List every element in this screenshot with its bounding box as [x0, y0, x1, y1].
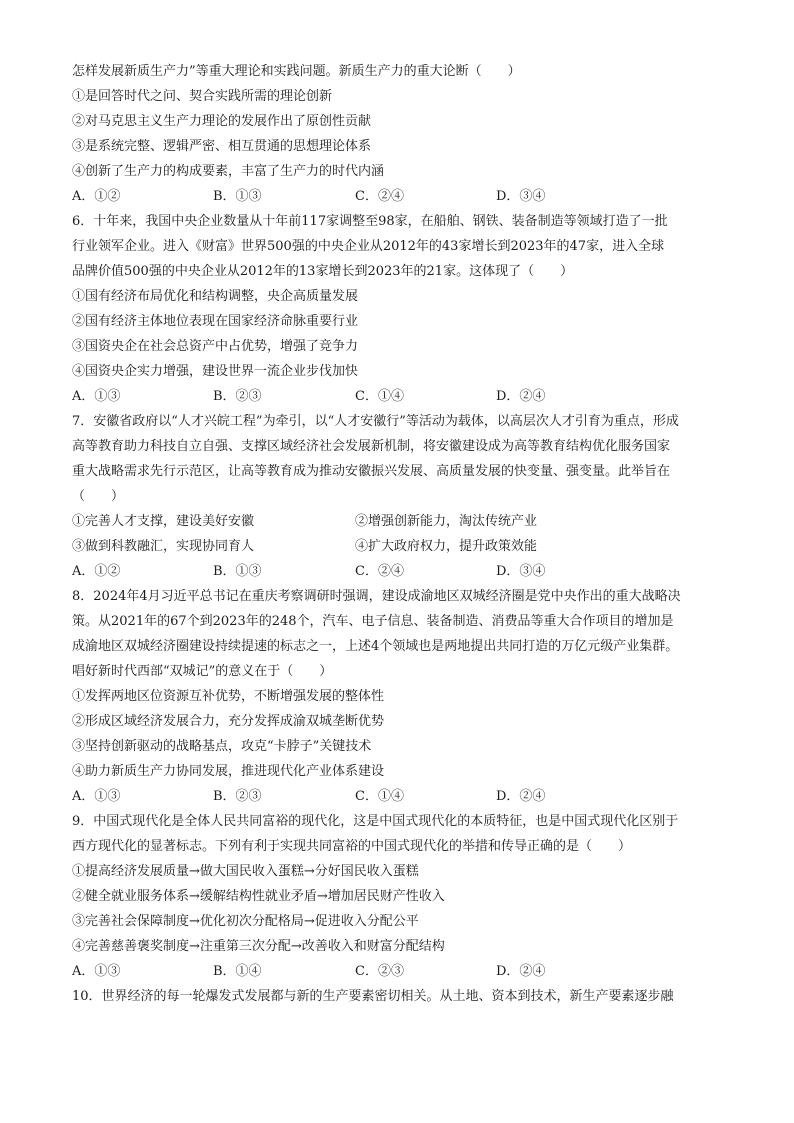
q6-option-c: C．①④ — [355, 389, 404, 404]
q6-item: ①国有经济布局优化和结构调整，央企高质量发展 — [72, 289, 359, 304]
q7-option-c: C．②④ — [355, 564, 404, 579]
q7-stem-line: 高等教育助力科技自立自强、支撑区域经济社会发展新机制，将安徽建设成为高等教育结构优化服务国家 — [72, 439, 671, 454]
q5-item: ①是回答时代之问、契合实践所需的理论创新 — [72, 89, 333, 104]
q7-item: ③做到科教融汇，实现协同育人 — [72, 539, 255, 554]
q9-item: ②健全就业服务体系→缓解结构性就业矛盾→增加居民财产性收入 — [72, 889, 445, 904]
q5-option-b: B．①③ — [213, 189, 262, 204]
q6-option-a: A．①③ — [72, 389, 121, 404]
q7-option-d: D．③④ — [496, 564, 546, 579]
q9-item: ③完善社会保障制度→优化初次分配格局→促进收入分配公平 — [72, 914, 419, 929]
q8-stem-line: 8．2024年4月习近平总书记在重庆考察调研时强调，建设成渝地区双城经济圈是党中央作出的重大战略决 — [72, 589, 681, 604]
q6-option-b: B．②③ — [213, 389, 262, 404]
q9-option-d: D．②④ — [496, 964, 546, 979]
q8-option-d: D．②④ — [496, 789, 546, 804]
q9-option-b: B．①④ — [213, 964, 262, 979]
q10-stem-line: 10．世界经济的每一轮爆发式发展都与新的生产要素密切相关。从土地、资本到技术，新生产要素逐步融 — [72, 989, 674, 1004]
q6-item: ②国有经济主体地位表现在国家经济命脉重要行业 — [72, 314, 359, 329]
q5-item: ③是系统完整、逻辑严密、相互贯通的思想理论体系 — [72, 139, 372, 154]
q9-stem-line: 9．中国式现代化是全体人民共同富裕的现代化，这是中国式现代化的本质特征，也是中国式现代化区别于 — [72, 814, 679, 829]
q8-stem-line: 唱好新时代西部“双城记”的意义在于（ ） — [72, 664, 333, 679]
q7-item: ①完善人才支撑，建设美好安徽 — [72, 514, 255, 529]
q6-stem-line: 品牌价值500强的中央企业从2012年的13家增长到2023年的21家。这体现了（ ） — [72, 264, 574, 279]
q6-item: ③国资央企在社会总资产中占优势，增强了竞争力 — [72, 339, 359, 354]
q5-option-c: C．②④ — [355, 189, 404, 204]
q7-option-b: B．①③ — [213, 564, 262, 579]
q6-stem-line: 行业领军企业。进入《财富》世界500强的中央企业从2012年的43家增长到2023年的47家，进入全球 — [72, 239, 665, 254]
q8-option-c: C．①④ — [355, 789, 404, 804]
q9-item: ④完善慈善褒奖制度→注重第三次分配→改善收入和财富分配结构 — [72, 939, 445, 954]
q7-stem-line: （ ） — [72, 489, 125, 504]
q8-stem-line: 成渝地区双城经济圈建设持续提速的标志之一，上述4个领域也是两地提出共同打造的万亿元级产业集群。 — [72, 639, 679, 654]
q5-option-d: D．③④ — [496, 189, 546, 204]
q9-item: ①提高经济发展质量→做大国民收入蛋糕→分好国民收入蛋糕 — [72, 864, 419, 879]
q9-option-c: C．②③ — [355, 964, 404, 979]
q6-stem-line: 6．十年来，我国中央企业数量从十年前117家调整至98家，在船舶、钢铁、装备制造等领域打造了一批 — [72, 214, 668, 229]
q8-option-b: B．②③ — [213, 789, 262, 804]
q9-option-a: A．①③ — [72, 964, 121, 979]
q5-stem-line: 怎样发展新质生产力”等重大理论和实践问题。新质生产力的重大论断（ ） — [72, 64, 521, 79]
q8-stem-line: 策。从2021年的67个到2023年的248个，汽车、电子信息、装备制造、消费品等重大合作项目的增加是 — [72, 614, 674, 629]
q9-stem-line: 西方现代化的显著标志。下列有利于实现共同富裕的中国式现代化的举措和传导正确的是（ ） — [72, 839, 632, 854]
q6-item: ④国资央企实力增强，建设世界一流企业步伐加快 — [72, 364, 359, 379]
q7-option-a: A．①② — [72, 564, 121, 579]
q8-option-a: A．①③ — [72, 789, 121, 804]
q8-item: ②形成区域经济发展合力，充分发挥成渝双城垄断优势 — [72, 714, 385, 729]
q5-item: ④创新了生产力的构成要素，丰富了生产力的时代内涵 — [72, 164, 385, 179]
q7-stem-line: 7．安徽省政府以“人才兴皖工程”为牵引，以“人才安徽行”等活动为载体，以高层次人才引育为重点，形成 — [72, 414, 679, 429]
q7-item: ④扩大政府权力，提升政策效能 — [355, 539, 538, 554]
q6-option-d: D．②④ — [496, 389, 546, 404]
q5-option-a: A．①② — [72, 189, 121, 204]
q5-item: ②对马克思主义生产力理论的发展作出了原创性贡献 — [72, 114, 372, 129]
q8-item: ③坚持创新驱动的战略基点，攻克“卡脖子”关键技术 — [72, 739, 372, 754]
q8-item: ①发挥两地区位资源互补优势，不断增强发展的整体性 — [72, 689, 385, 704]
q7-stem-line: 重大战略需求先行示范区，让高等教育成为推动安徽振兴发展、高质量发展的快变量、强变量。此举旨在 — [72, 464, 671, 479]
q8-item: ④助力新质生产力协同发展，推进现代化产业体系建设 — [72, 764, 385, 779]
q7-item: ②增强创新能力，淘汰传统产业 — [355, 514, 538, 529]
